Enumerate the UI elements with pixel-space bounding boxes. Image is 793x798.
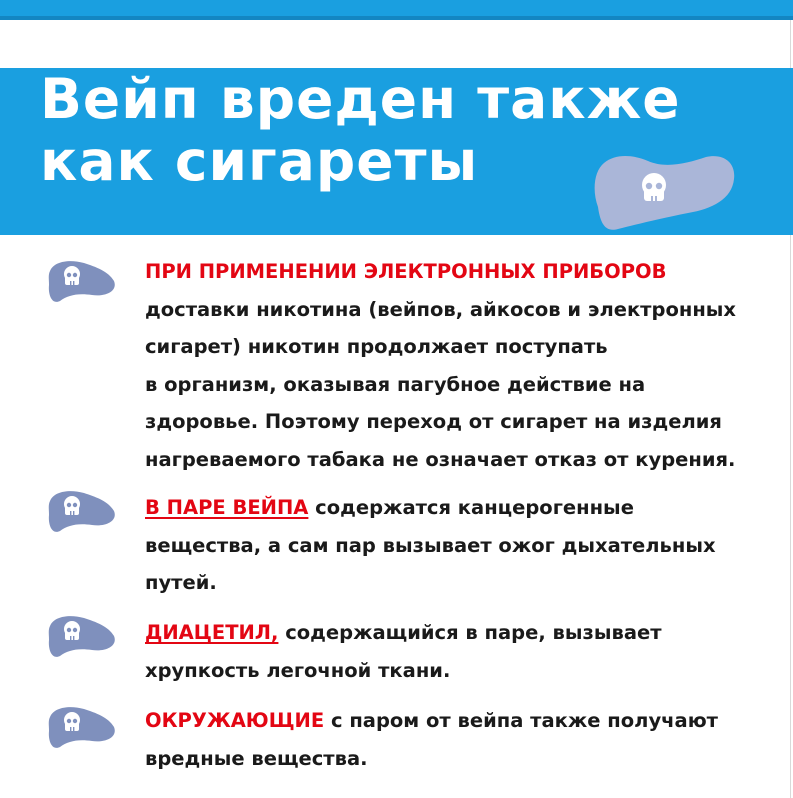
list-item <box>145 702 745 777</box>
title-line-2: как сигареты <box>40 129 479 193</box>
item-text: ПРИ ПРИМЕНЕНИИ ЭЛЕКТРОННЫХ ПРИБОРОВ доставки никотина (вейпов, айкосов и электронных сигарет) никотин продолжает поступать в организм, оказывая пагубное действие на здоровье. Поэтому переход от сигарет на изделия нагреваемого табака не означает отказ от курения. <box>145 260 736 471</box>
item-text: В ПАРЕ ВЕЙПА содержатся канцерогенные вещества, а сам пар вызывает ожог дыхательных путей. <box>145 496 716 594</box>
title-line-1: Вейп вреден также <box>40 67 681 131</box>
list-item <box>145 614 745 689</box>
top-strip-shadow <box>0 16 793 20</box>
item-lead: ОКРУЖАЮЩИЕ <box>145 709 325 732</box>
skull-blob-icon <box>44 703 120 751</box>
skull-blob-icon <box>44 487 120 535</box>
skull-blob-icon <box>44 612 120 660</box>
page-title <box>40 68 681 192</box>
item-text: ОКРУЖАЮЩИЕ с паром от вейпа также получают вредные вещества. <box>145 709 718 770</box>
skull-blob-icon <box>44 257 120 305</box>
item-lead: ДИАЦЕТИЛ, <box>145 621 279 644</box>
item-lead: В ПАРЕ ВЕЙПА <box>145 496 309 519</box>
list-item <box>145 253 745 478</box>
item-lead: ПРИ ПРИМЕНЕНИИ ЭЛЕКТРОННЫХ ПРИБОРОВ <box>145 260 667 283</box>
item-text: ДИАЦЕТИЛ, содержащийся в паре, вызывает хрупкость легочной ткани. <box>145 621 662 682</box>
list-item <box>145 489 745 602</box>
skull-blob-icon <box>588 149 740 231</box>
